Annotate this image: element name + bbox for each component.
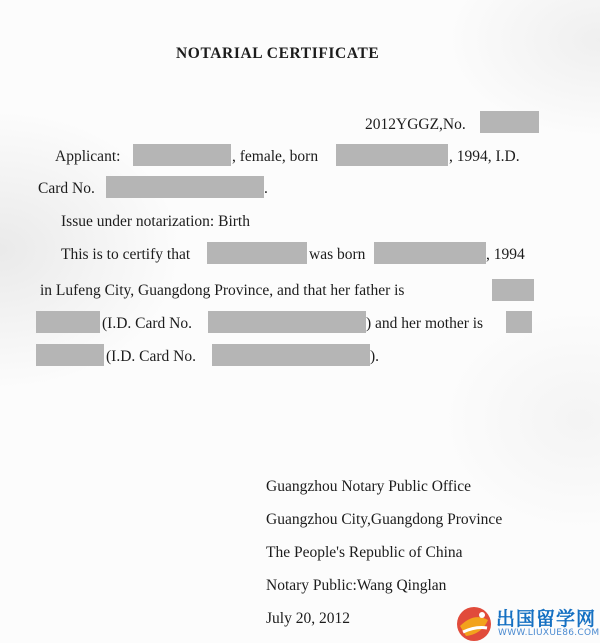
- applicant-year-id: , 1994, I.D.: [449, 148, 520, 165]
- redacted-id-number: [106, 176, 264, 198]
- notary-city: Guangzhou City,Guangdong Province: [266, 511, 503, 528]
- certify-prefix: This is to certify that: [61, 246, 191, 263]
- redacted-mother-name-part2: [36, 344, 104, 366]
- issue-line: Issue under notarization: Birth: [61, 213, 250, 230]
- applicant-label: Applicant:: [55, 148, 121, 165]
- birth-year: , 1994: [486, 246, 525, 263]
- redacted-subject-birth-date: [374, 242, 486, 264]
- site-url: WWW.LIUXUE86.COM: [498, 628, 600, 638]
- notary-office: Guangzhou Notary Public Office: [266, 478, 472, 495]
- redacted-father-name-part1: [492, 279, 534, 301]
- document-title: NOTARIAL CERTIFICATE: [176, 45, 380, 62]
- mother-id-close: ).: [370, 348, 380, 365]
- notary-country: The People's Republic of China: [266, 544, 463, 561]
- site-name: 出国留学网: [496, 608, 597, 630]
- mother-text: ) and her mother is: [366, 315, 484, 332]
- notary-name: Notary Public:Wang Qinglan: [266, 577, 447, 594]
- redacted-father-id: [208, 311, 366, 333]
- certificate-date: July 20, 2012: [266, 610, 350, 627]
- birthplace-father-text: in Lufeng City, Guangdong Province, and that her father is: [40, 282, 405, 299]
- redacted-mother-id: [212, 344, 370, 366]
- card-no-label: Card No.: [38, 180, 95, 197]
- father-id-open: (I.D. Card No.: [102, 315, 192, 332]
- globe-icon: [454, 604, 494, 643]
- site-watermark: [452, 604, 600, 643]
- redacted-birth-date: [336, 144, 448, 166]
- card-no-period: .: [264, 180, 268, 197]
- redacted-mother-name-part1: [506, 311, 532, 333]
- certificate-number-prefix: 2012YGGZ,No.: [365, 116, 466, 133]
- redacted-father-name-part2: [36, 311, 100, 333]
- mother-id-open: (I.D. Card No.: [106, 348, 196, 365]
- redacted-certificate-number: [480, 111, 539, 133]
- applicant-gender-born: , female, born: [232, 148, 319, 165]
- was-born-text: was born: [309, 246, 366, 263]
- redacted-subject-name: [207, 242, 307, 264]
- redacted-applicant-name: [133, 144, 231, 166]
